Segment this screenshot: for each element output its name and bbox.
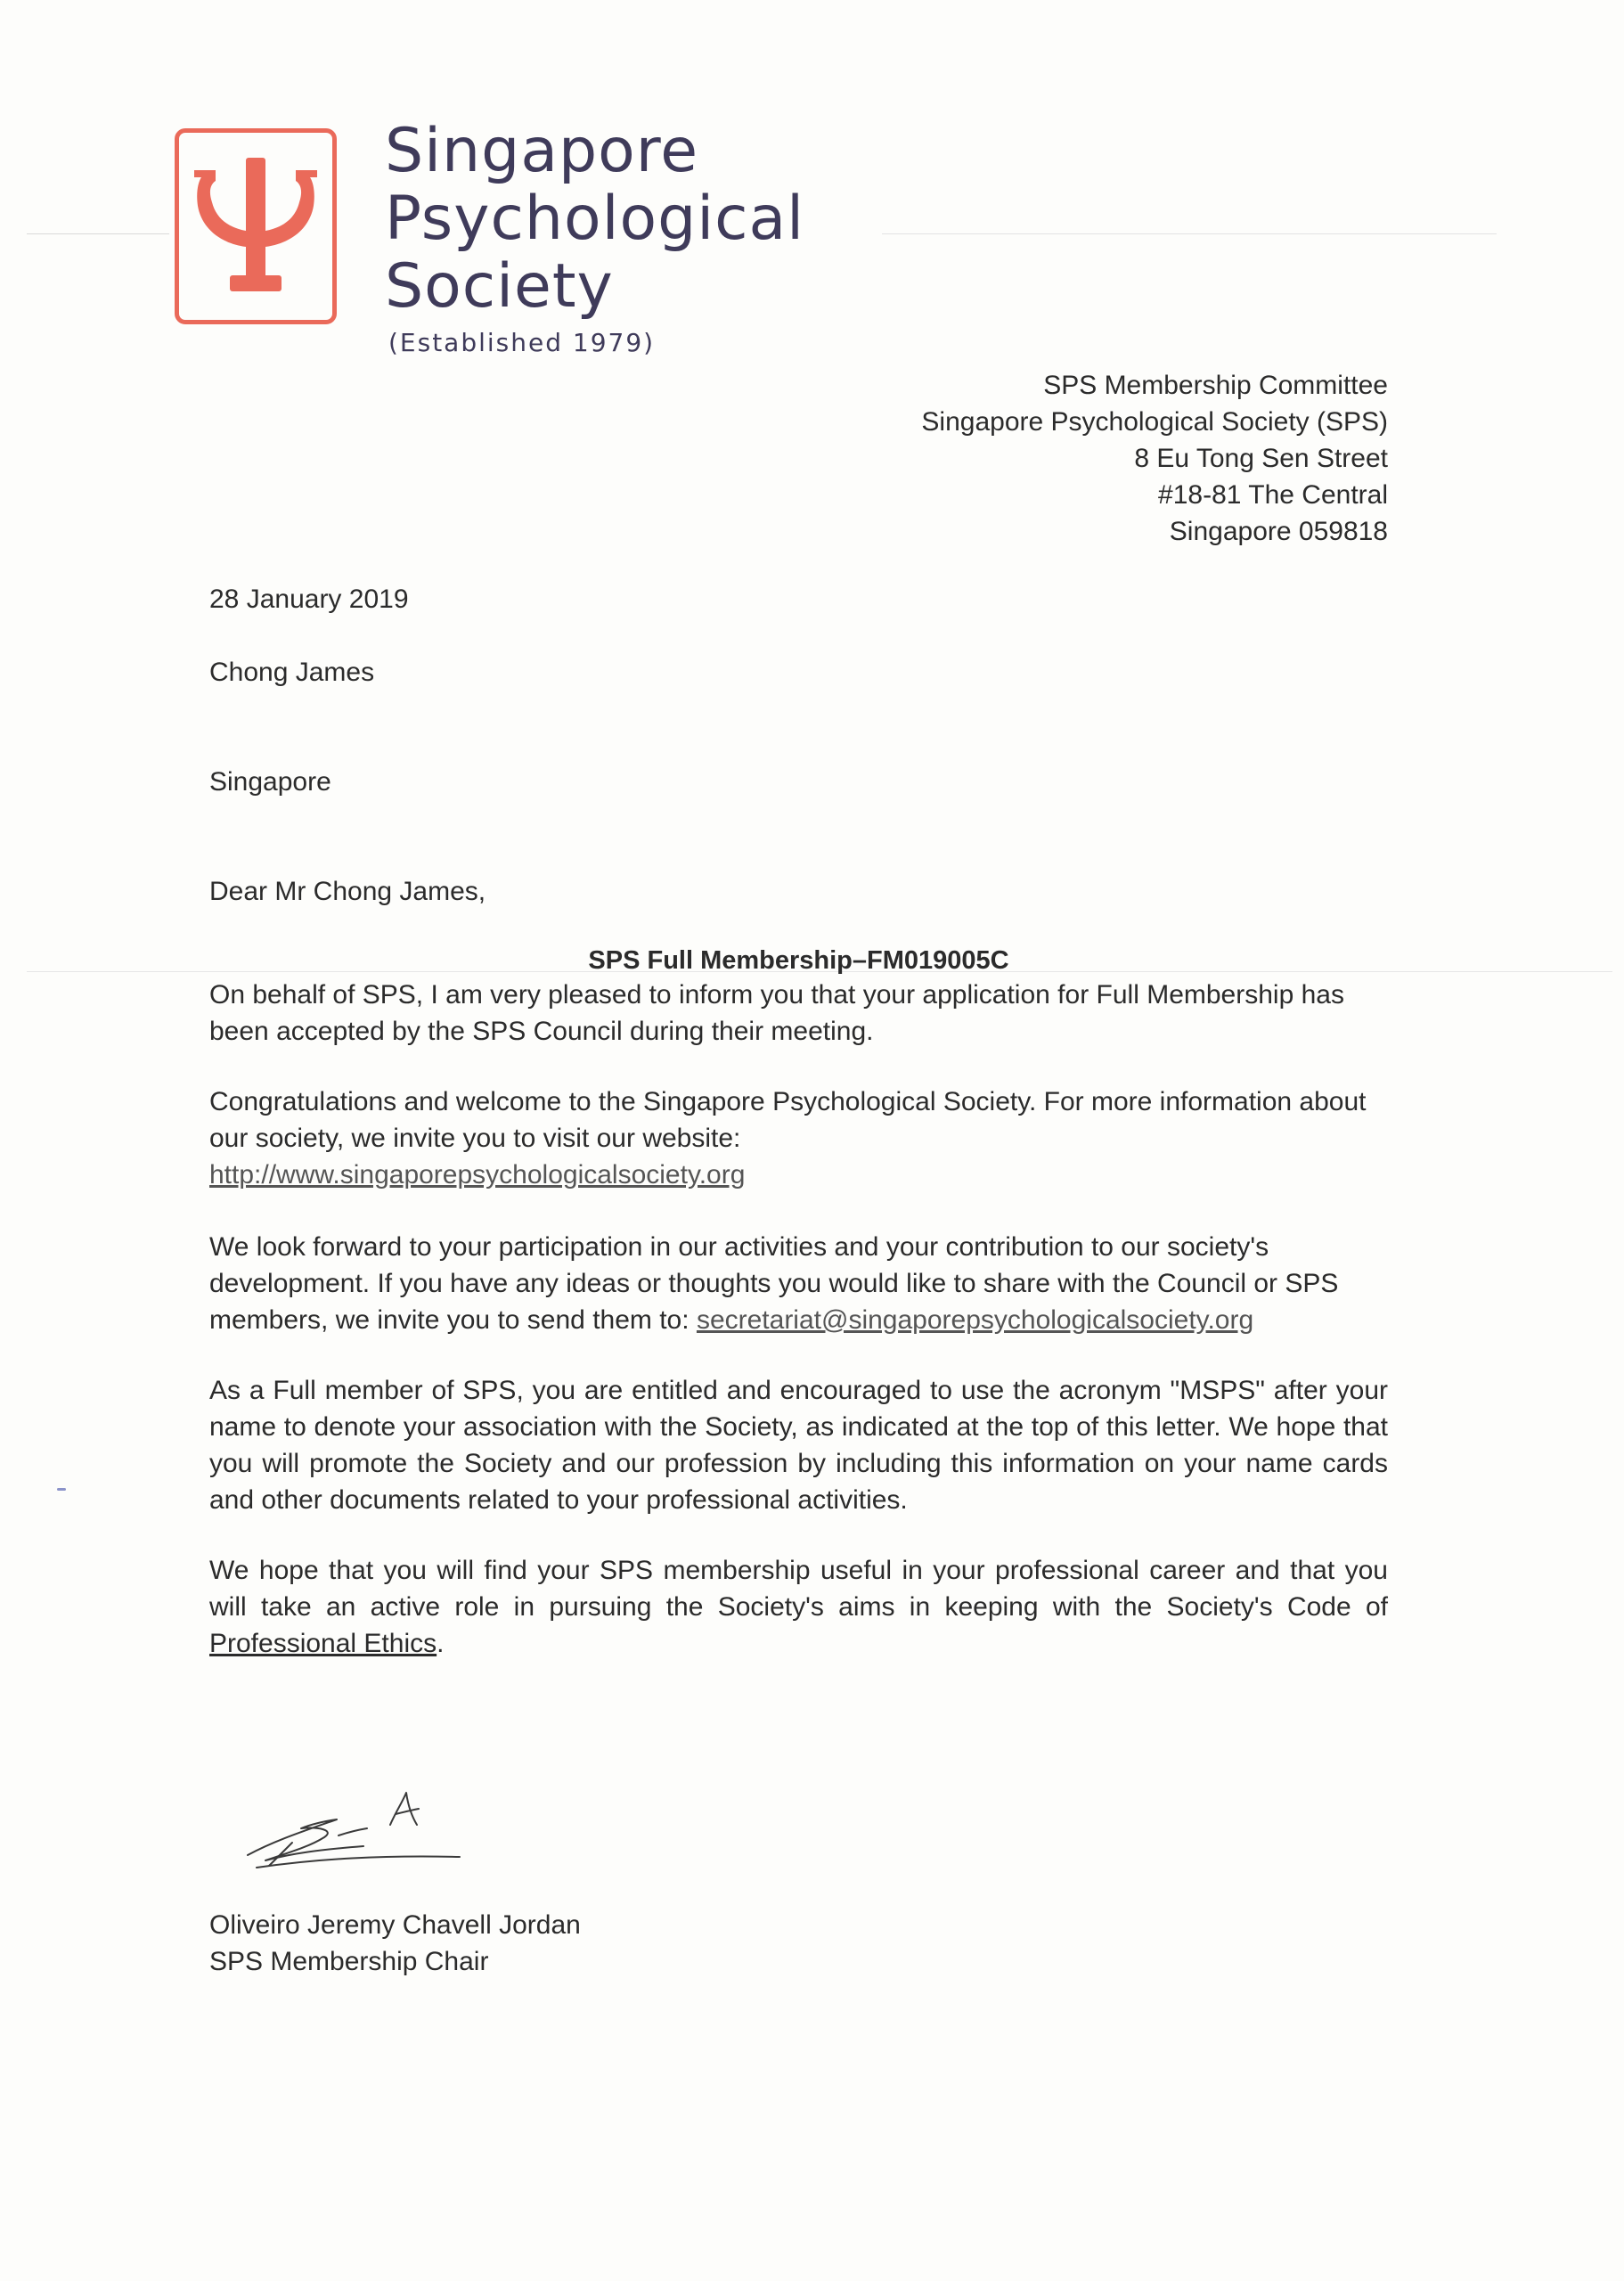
established-year: (Established 1979) xyxy=(388,328,656,357)
society-name-line-1: Singapore xyxy=(385,116,699,186)
secretariat-email-link[interactable]: secretariat@singaporepsychologicalsociety.org xyxy=(696,1305,1254,1335)
recipient-name: Chong James xyxy=(209,658,375,687)
sender-line-5: Singapore 059818 xyxy=(1169,517,1388,546)
salutation: Dear Mr Chong James, xyxy=(209,877,486,906)
sender-line-2: Singapore Psychological Society (SPS) xyxy=(921,407,1388,437)
sender-line-4: #18-81 The Central xyxy=(1158,480,1388,510)
sender-line-1: SPS Membership Committee xyxy=(1043,371,1388,400)
body-paragraph-3-text: We look forward to your participation in our activities and your contribution to our society's development. If you have any ideas or thoughts you would like to share with the Council or SPS members, we invite you to send them to: xyxy=(209,1232,1339,1335)
scan-artifact-line xyxy=(882,233,1497,234)
society-name xyxy=(385,118,804,321)
body-paragraph-2-text: Congratulations and welcome to the Singapore Psychological Society. For more information about our society, we invite you to visit our website: xyxy=(209,1087,1367,1153)
body-paragraph-5-end: . xyxy=(437,1629,445,1658)
handwritten-signature xyxy=(239,1786,479,1875)
letter-date: 28 January 2019 xyxy=(209,585,409,614)
recipient-country: Singapore xyxy=(209,767,331,797)
body-paragraph-2 xyxy=(209,1083,1388,1193)
body-paragraph-5-text: We hope that you will find your SPS membership useful in your professional career and that you will take an active role in pursuing the Society's aims in keeping with the Society's Code of xyxy=(209,1556,1388,1622)
scan-artifact-line xyxy=(27,233,169,234)
psi-logo-mark xyxy=(175,128,337,324)
body-paragraph-5 xyxy=(209,1552,1388,1662)
sender-line-3: 8 Eu Tong Sen Street xyxy=(1134,444,1388,473)
society-name-line-3: Society xyxy=(385,251,614,322)
professional-ethics-link[interactable]: Professional Ethics xyxy=(209,1629,437,1658)
signatory-name: Oliveiro Jeremy Chavell Jordan xyxy=(209,1910,581,1940)
body-paragraph-4: As a Full member of SPS, you are entitled and encouraged to use the acronym "MSPS" after your name to denote your association with the Society, as indicated at the top of this letter. We hope that you will promote the Society and our profession by including this information on your name cards and other documents related to your professional activities. xyxy=(209,1376,1388,1515)
sender-address xyxy=(921,367,1388,550)
psi-icon xyxy=(189,151,322,302)
letter-subject: SPS Full Membership–FM019005C xyxy=(588,946,1009,975)
website-link[interactable]: http://www.singaporepsychologicalsociety.org xyxy=(209,1160,746,1190)
society-name-line-2: Psychological xyxy=(385,184,805,254)
body-paragraph-3 xyxy=(209,1229,1388,1338)
body-paragraph-1: On behalf of SPS, I am very pleased to inform you that your application for Full Membership has been accepted by the SPS Council during their meeting. xyxy=(209,980,1344,1046)
signatory-title: SPS Membership Chair xyxy=(209,1947,489,1976)
scan-speck xyxy=(57,1488,66,1491)
